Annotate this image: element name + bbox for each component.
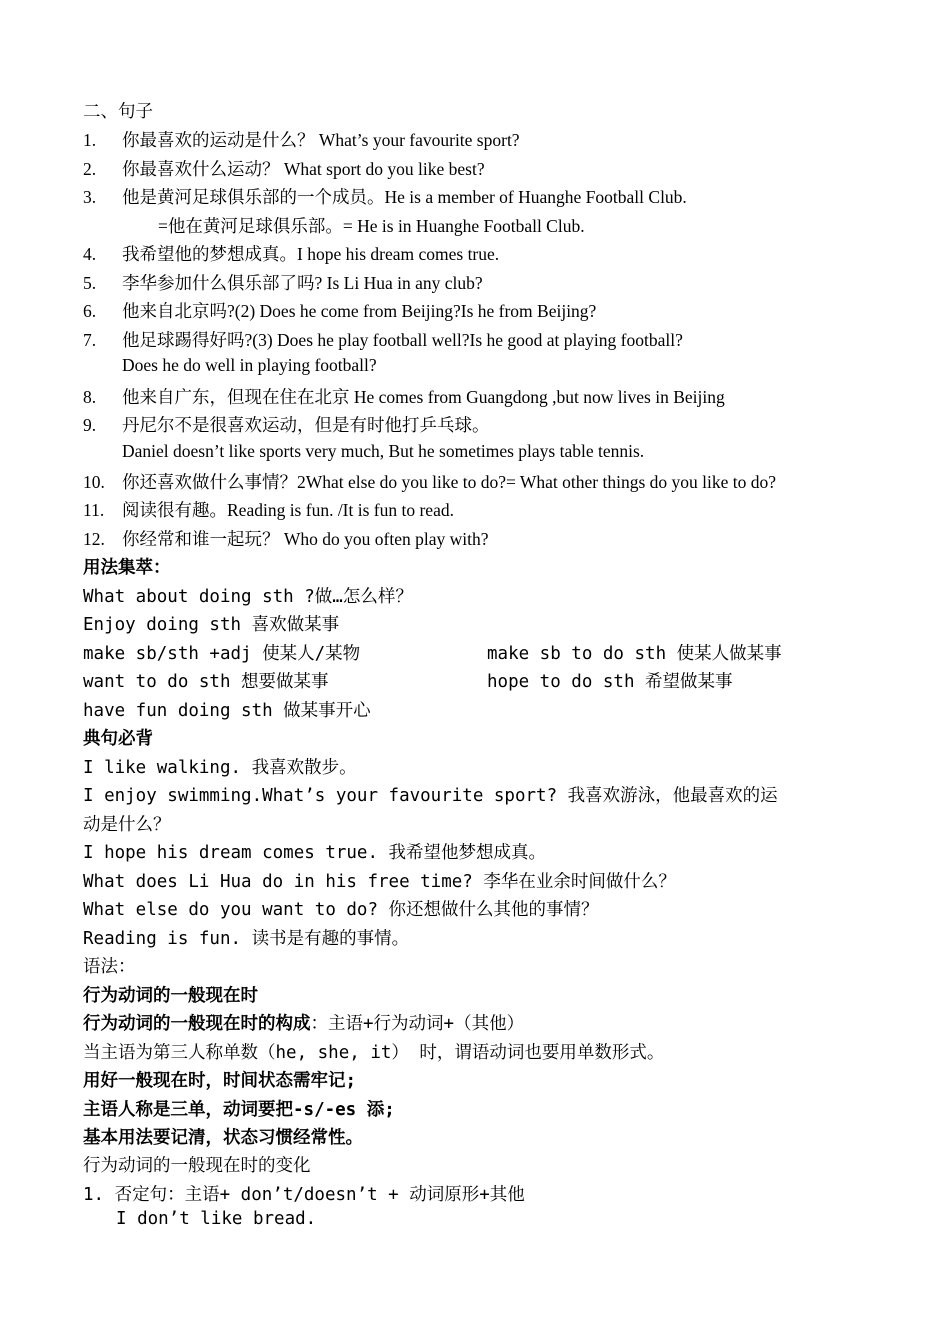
grammar-structure-text: ：主语+行为动词+（其他） <box>310 1014 525 1034</box>
usage-line: have fun doing sth 做某事开心 <box>83 701 371 721</box>
sentence-item <box>122 441 644 462</box>
grammar-changes-title: 行为动词的一般现在时的变化 <box>83 1156 311 1176</box>
sentence-item <box>83 127 520 152</box>
sentence-text: 我希望他的梦想成真。I hope his dream comes true. <box>122 244 500 264</box>
sentence-item <box>83 327 683 352</box>
sentence-item <box>83 412 490 437</box>
sentence-number: 1. <box>83 130 97 150</box>
sentence-item <box>83 184 687 209</box>
sentence-number: 12. <box>83 529 105 549</box>
sentence-text: 你最喜欢什么运动？ What sport do you like best? <box>122 159 485 179</box>
grammar-structure-label: 行为动词的一般现在时的构成 <box>83 1014 311 1034</box>
sentence-number: 11. <box>83 500 105 520</box>
sentence-item <box>83 526 488 551</box>
usage-line: What about doing sth ?做…怎么样？ <box>83 587 413 607</box>
classic-heading: 典句必背 <box>83 729 153 749</box>
grammar-rhyme: 用好一般现在时，时间状态需牢记; <box>83 1071 357 1091</box>
sentence-item <box>83 469 776 494</box>
sentence-number: 5. <box>83 273 97 293</box>
grammar-heading: 语法： <box>83 957 136 977</box>
sentence-number: 7. <box>83 330 97 350</box>
sentence-text: Daniel doesn’t like sports very much, But he sometimes plays table tennis. <box>122 441 645 461</box>
sentence-number: 3. <box>83 187 97 207</box>
sentence-item <box>122 355 377 376</box>
sentence-text: 他来自北京吗?(2) Does he come from Beijing?Is he from Beijing? <box>122 301 597 321</box>
usage-line: want to do sth 想要做某事 <box>83 672 329 692</box>
usage-line: hope to do sth 希望做某事 <box>487 672 733 692</box>
classic-line: What does Li Hua do in his free time? 李华在业余时间做什么？ <box>83 872 676 892</box>
usage-line: Enjoy doing sth 喜欢做某事 <box>83 615 340 635</box>
sentence-text: 他来自广东，但现在住在北京 He comes from Guangdong ,but now lives in Beijing <box>122 387 725 407</box>
sentence-item <box>83 270 483 295</box>
sentence-number: 4. <box>83 244 97 264</box>
usage-line: make sb/sth +adj 使某人/某物 <box>83 644 361 664</box>
sentence-text: 李华参加什么俱乐部了吗? Is Li Hua in any club? <box>122 273 483 293</box>
grammar-rhyme: 基本用法要记清，状态习惯经常性。 <box>83 1128 363 1148</box>
sentence-number: 8. <box>83 387 97 407</box>
sentence-item <box>83 241 499 266</box>
usage-line: make sb to do sth 使某人做某事 <box>487 644 782 664</box>
sentence-item <box>83 156 485 181</box>
sentence-text: 他是黄河足球俱乐部的一个成员。He is a member of Huanghe Football Club. <box>122 187 687 207</box>
sentence-number: 9. <box>83 415 97 435</box>
classic-line: 动是什么？ <box>83 815 171 835</box>
sentence-item <box>158 213 585 238</box>
sentence-item <box>83 384 725 409</box>
sentence-item <box>83 298 596 323</box>
grammar-rhyme: 主语人称是三单，动词要把-s/-es 添; <box>83 1100 395 1120</box>
sentence-number: 10. <box>83 472 105 492</box>
sentence-text: 你还喜欢做什么事情？2What else do you like to do?= What other things do you like to do? <box>122 472 777 492</box>
sentence-number: 6. <box>83 301 97 321</box>
section-title: 二、句子 <box>83 101 153 121</box>
sentence-text: =他在黄河足球俱乐部。= He is in Huanghe Football Club. <box>158 216 585 236</box>
grammar-structure <box>83 1010 524 1035</box>
sentence-text: Does he do well in playing football? <box>122 355 377 375</box>
classic-line: I hope his dream comes true. 我希望他梦想成真。 <box>83 843 547 863</box>
sentence-number: 2. <box>83 159 97 179</box>
classic-line: I enjoy swimming.What’s your favourite sport? 我喜欢游泳，他最喜欢的运 <box>83 786 778 806</box>
sentence-item <box>83 497 454 522</box>
grammar-negative-example: I don’t like bread. <box>116 1209 317 1229</box>
grammar-negative: 1. 否定句：主语+ don’t/doesn’t + 动词原形+其他 <box>83 1185 525 1205</box>
sentence-text: 丹尼尔不是很喜欢运动，但是有时他打乒乓球。 <box>122 415 490 435</box>
grammar-third-person: 当主语为第三人称单数（he, she, it） 时，谓语动词也要用单数形式。 <box>83 1043 665 1063</box>
grammar-title: 行为动词的一般现在时 <box>83 986 258 1006</box>
sentence-text: 阅读很有趣。Reading is fun. /It is fun to read. <box>122 500 454 520</box>
sentence-text: 你最喜欢的运动是什么？ What’s your favourite sport? <box>122 130 520 150</box>
usage-heading: 用法集萃： <box>83 558 171 578</box>
sentence-text: 你经常和谁一起玩？ Who do you often play with? <box>122 529 489 549</box>
classic-line: I like walking. 我喜欢散步。 <box>83 758 357 778</box>
sentence-text: 他足球踢得好吗?(3) Does he play football well?Is he good at playing football? <box>122 330 683 350</box>
classic-line: What else do you want to do? 你还想做什么其他的事情？ <box>83 900 599 920</box>
classic-line: Reading is fun. 读书是有趣的事情。 <box>83 929 410 949</box>
